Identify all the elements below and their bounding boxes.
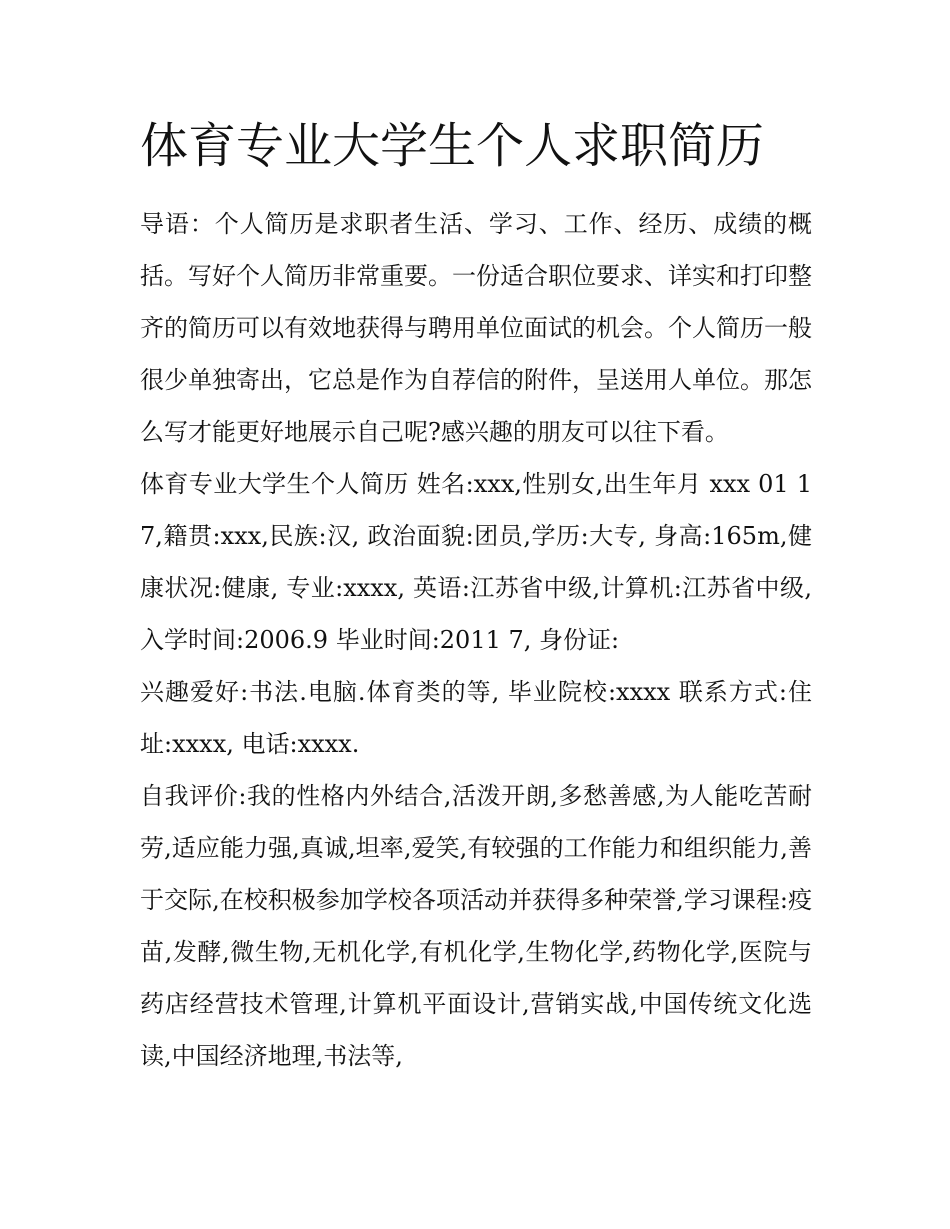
personal-info-paragraph: 体育专业大学生个人简历 姓名:xxx,性别女,出生年月 xxx 01 17,籍贯:xxx,民族:汉, 政治面貌:团员,学历:大专, 身高:165m,健康状况:健康, 专业:xxxx, 英语:江苏省中级,计算机:江苏省中级, 入学时间:2006.9 毕业时间:2011 7, 身份证: — [140, 470, 812, 654]
self-evaluation-paragraph: 自我评价:我的性格内外结合,活泼开朗,多愁善感,为人能吃苦耐劳,适应能力强,真诚,坦率,爱笑,有较强的工作能力和组织能力,善于交际,在校积极参加学校各项活动并获得多种荣誉,学习课程:疫苗,发酵,微生物,无机化学,有机化学,生物化学,药物化学,医院与药店经营技术管理,计算机平面设计,营销实战,中国传统文化选读,中国经济地理,书法等, — [140, 782, 812, 1070]
document-body — [140, 108, 812, 1082]
hobbies-contact-paragraph: 兴趣爱好:书法.电脑.体育类的等, 毕业院校:xxxx 联系方式:住址:xxxx, 电话:xxxx. — [140, 678, 812, 758]
intro-paragraph: 导语：个人简历是求职者生活、学习、工作、经历、成绩的概括。写好个人简历非常重要。一份适合职位要求、详实和打印整齐的简历可以有效地获得与聘用单位面试的机会。个人简历一般很少单独寄出，它总是作为自荐信的附件，呈送用人单位。那怎么写才能更好地展示自己呢?感兴趣的朋友可以往下看。 — [140, 210, 812, 446]
document-title: 体育专业大学生个人求职简历 — [140, 118, 765, 174]
